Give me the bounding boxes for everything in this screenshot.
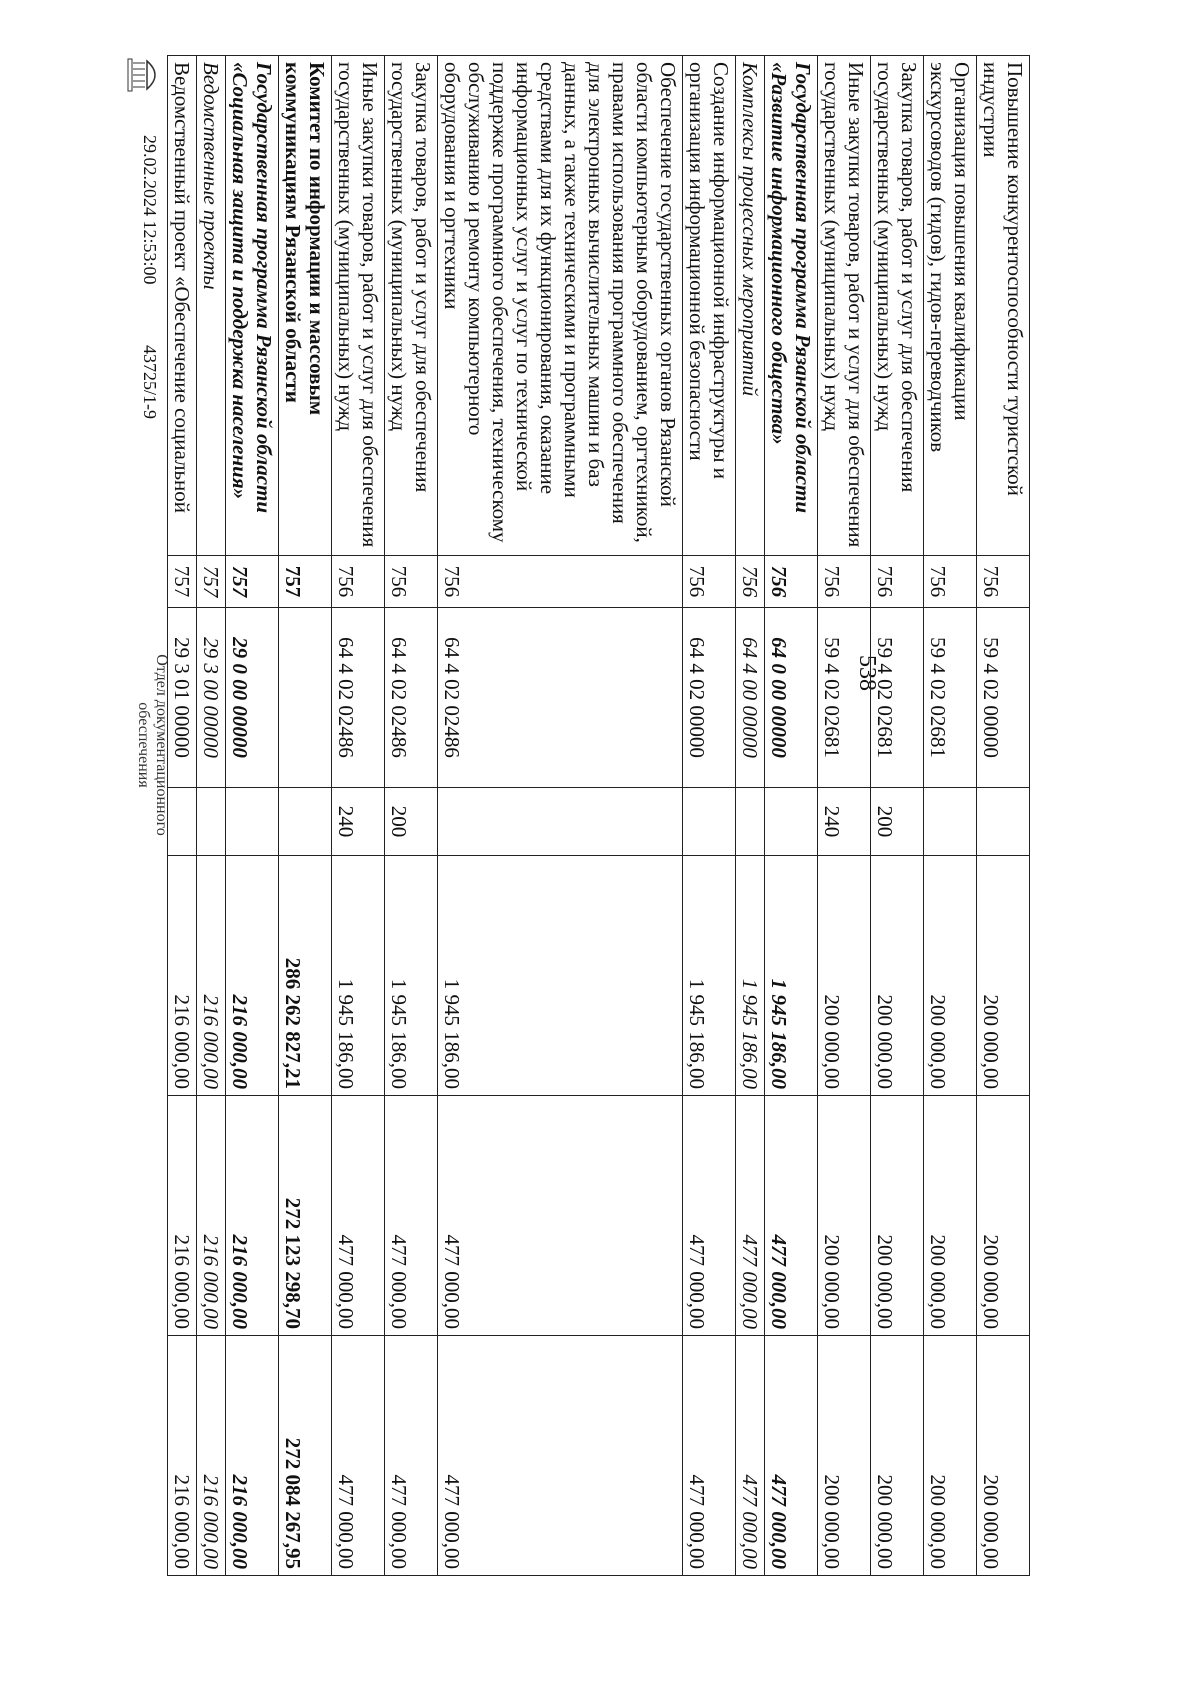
row-csr-cell: 64 4 00 00000	[736, 608, 765, 788]
table-row	[197, 56, 226, 1576]
row-ved-cell: 756	[683, 556, 736, 608]
row-ved-cell: 756	[818, 556, 871, 608]
row-amount-2025-cell: 477 000,00	[683, 1096, 736, 1336]
row-ved-cell: 756	[438, 556, 683, 608]
row-ved-cell: 756	[871, 556, 924, 608]
row-name-cell: Создание информационной инфраструктуры и организация информационной безопасности	[683, 56, 736, 556]
row-vr-cell	[765, 788, 818, 856]
footer-department: Отдел документационного обеспечения	[135, 654, 170, 836]
row-amount-2024-cell: 200 000,00	[818, 856, 871, 1096]
row-amount-2024-cell: 216 000,00	[168, 856, 197, 1096]
row-name-cell: Ведомственный проект «Обеспечение социальной	[168, 56, 197, 556]
row-amount-2026-cell: 477 000,00	[765, 1336, 818, 1576]
row-amount-2025-cell: 200 000,00	[977, 1096, 1030, 1336]
row-name-cell: Закупка товаров, работ и услуг для обеспечения государственных (муниципальных) нужд	[385, 56, 438, 556]
row-name-cell: Организация повышения квалификации экскурсоводов (гидов), гидов-переводчиков	[924, 56, 977, 556]
row-amount-2026-cell: 477 000,00	[683, 1336, 736, 1576]
page-footer	[110, 55, 170, 1575]
row-vr-cell	[977, 788, 1030, 856]
row-amount-2026-cell: 216 000,00	[168, 1336, 197, 1576]
row-csr-cell: 29 3 00 00000	[197, 608, 226, 788]
row-csr-cell: 29 3 01 00000	[168, 608, 197, 788]
row-amount-2025-cell: 477 000,00	[438, 1096, 683, 1336]
building-logo-icon	[125, 55, 165, 95]
row-amount-2025-cell: 200 000,00	[871, 1096, 924, 1336]
row-name-cell: Государственная программа Рязанской области «Развитие информационного общества»	[765, 56, 818, 556]
row-amount-2025-cell: 216 000,00	[226, 1096, 279, 1336]
page-number: 538	[854, 655, 880, 691]
table-row	[977, 56, 1030, 1576]
row-ved-cell: 757	[226, 556, 279, 608]
row-amount-2025-cell: 477 000,00	[736, 1096, 765, 1336]
row-csr-cell: 64 4 02 02486	[385, 608, 438, 788]
row-vr-cell	[197, 788, 226, 856]
row-vr-cell	[683, 788, 736, 856]
row-name-cell: Закупка товаров, работ и услуг для обеспечения государственных (муниципальных) нужд	[871, 56, 924, 556]
row-csr-cell	[279, 608, 332, 788]
row-amount-2025-cell: 477 000,00	[385, 1096, 438, 1336]
row-amount-2024-cell: 216 000,00	[226, 856, 279, 1096]
table-row	[279, 56, 332, 1576]
row-amount-2025-cell: 200 000,00	[818, 1096, 871, 1336]
table-row	[226, 56, 279, 1576]
row-amount-2026-cell: 477 000,00	[332, 1336, 385, 1576]
row-csr-cell: 59 4 02 00000	[977, 608, 1030, 788]
budget-table	[167, 55, 1030, 1576]
row-vr-cell	[736, 788, 765, 856]
row-ved-cell: 756	[765, 556, 818, 608]
row-amount-2025-cell: 477 000,00	[765, 1096, 818, 1336]
table-row	[871, 56, 924, 1576]
row-amount-2026-cell: 216 000,00	[226, 1336, 279, 1576]
row-amount-2024-cell: 216 000,00	[197, 856, 226, 1096]
row-amount-2024-cell: 200 000,00	[924, 856, 977, 1096]
row-name-cell: Государственная программа Рязанской области «Социальная защита и поддержка населения»	[226, 56, 279, 556]
row-csr-cell: 64 4 02 02486	[438, 608, 683, 788]
row-amount-2024-cell: 1 945 186,00	[683, 856, 736, 1096]
table-row	[736, 56, 765, 1576]
row-amount-2025-cell: 216 000,00	[197, 1096, 226, 1336]
row-vr-cell: 200	[871, 788, 924, 856]
rotated-document-page	[110, 55, 1030, 1575]
row-ved-cell: 757	[279, 556, 332, 608]
row-vr-cell	[168, 788, 197, 856]
row-amount-2026-cell: 477 000,00	[385, 1336, 438, 1576]
row-csr-cell: 64 4 02 00000	[683, 608, 736, 788]
row-name-cell: Комитет по информации и массовым коммуникациям Рязанской области	[279, 56, 332, 556]
table-row	[818, 56, 871, 1576]
row-ved-cell: 756	[736, 556, 765, 608]
row-amount-2025-cell: 477 000,00	[332, 1096, 385, 1336]
table-row	[924, 56, 977, 1576]
table-row	[438, 56, 683, 1576]
row-amount-2026-cell: 200 000,00	[977, 1336, 1030, 1576]
row-amount-2024-cell: 1 945 186,00	[736, 856, 765, 1096]
row-ved-cell: 756	[385, 556, 438, 608]
row-amount-2025-cell: 272 123 298,70	[279, 1096, 332, 1336]
table-row	[765, 56, 818, 1576]
row-csr-cell: 59 4 02 02681	[924, 608, 977, 788]
row-amount-2025-cell: 216 000,00	[168, 1096, 197, 1336]
row-amount-2024-cell: 200 000,00	[977, 856, 1030, 1096]
row-amount-2026-cell: 272 084 267,95	[279, 1336, 332, 1576]
row-amount-2026-cell: 477 000,00	[438, 1336, 683, 1576]
row-amount-2026-cell: 200 000,00	[818, 1336, 871, 1576]
row-amount-2026-cell: 200 000,00	[924, 1336, 977, 1576]
footer-date: 29.02.2024 12:53:00	[140, 135, 160, 285]
row-ved-cell: 756	[924, 556, 977, 608]
footer-document-code: 43725/1-9	[140, 345, 160, 419]
row-ved-cell: 756	[977, 556, 1030, 608]
row-ved-cell: 757	[197, 556, 226, 608]
row-vr-cell	[438, 788, 683, 856]
row-name-cell: Иные закупки товаров, работ и услуг для обеспечения государственных (муниципальных) нужд	[818, 56, 871, 556]
row-amount-2026-cell: 200 000,00	[871, 1336, 924, 1576]
row-amount-2024-cell: 200 000,00	[871, 856, 924, 1096]
row-vr-cell	[226, 788, 279, 856]
row-name-cell: Комплексы процессных мероприятий	[736, 56, 765, 556]
row-amount-2024-cell: 1 945 186,00	[438, 856, 683, 1096]
row-amount-2024-cell: 1 945 186,00	[385, 856, 438, 1096]
table-row	[332, 56, 385, 1576]
row-vr-cell: 240	[818, 788, 871, 856]
row-csr-cell: 59 4 02 02681	[871, 608, 924, 788]
row-amount-2025-cell: 200 000,00	[924, 1096, 977, 1336]
row-amount-2026-cell: 477 000,00	[736, 1336, 765, 1576]
row-amount-2024-cell: 1 945 186,00	[765, 856, 818, 1096]
row-vr-cell	[279, 788, 332, 856]
row-amount-2024-cell: 1 945 186,00	[332, 856, 385, 1096]
table-row	[683, 56, 736, 1576]
row-ved-cell: 756	[332, 556, 385, 608]
row-amount-2026-cell: 216 000,00	[197, 1336, 226, 1576]
row-name-cell: Ведомственные проекты	[197, 56, 226, 556]
row-csr-cell: 29 0 00 00000	[226, 608, 279, 788]
row-csr-cell: 64 0 00 00000	[765, 608, 818, 788]
row-amount-2024-cell: 286 262 827,21	[279, 856, 332, 1096]
row-name-cell: Иные закупки товаров, работ и услуг для обеспечения государственных (муниципальных) нужд	[332, 56, 385, 556]
row-csr-cell: 59 4 02 02681	[818, 608, 871, 788]
table-row	[385, 56, 438, 1576]
row-name-cell: Обеспечение государственных органов Рязанской области компьютерным оборудованием, оргтехникой, правами использования программного обеспечения для электронных вычислительных машин и баз данных, а также техническими и программными средствами для их функционирования, оказание информационных услуг и услуг по технической поддержке программного обеспечения, техническому обслуживанию и ремонту компьютерного оборудования и оргтехники	[438, 56, 683, 556]
row-csr-cell: 64 4 02 02486	[332, 608, 385, 788]
row-vr-cell: 200	[385, 788, 438, 856]
row-vr-cell: 240	[332, 788, 385, 856]
table-row	[168, 56, 197, 1576]
row-name-cell: Повышение конкурентоспособности туристской индустрии	[977, 56, 1030, 556]
row-vr-cell	[924, 788, 977, 856]
row-ved-cell: 757	[168, 556, 197, 608]
